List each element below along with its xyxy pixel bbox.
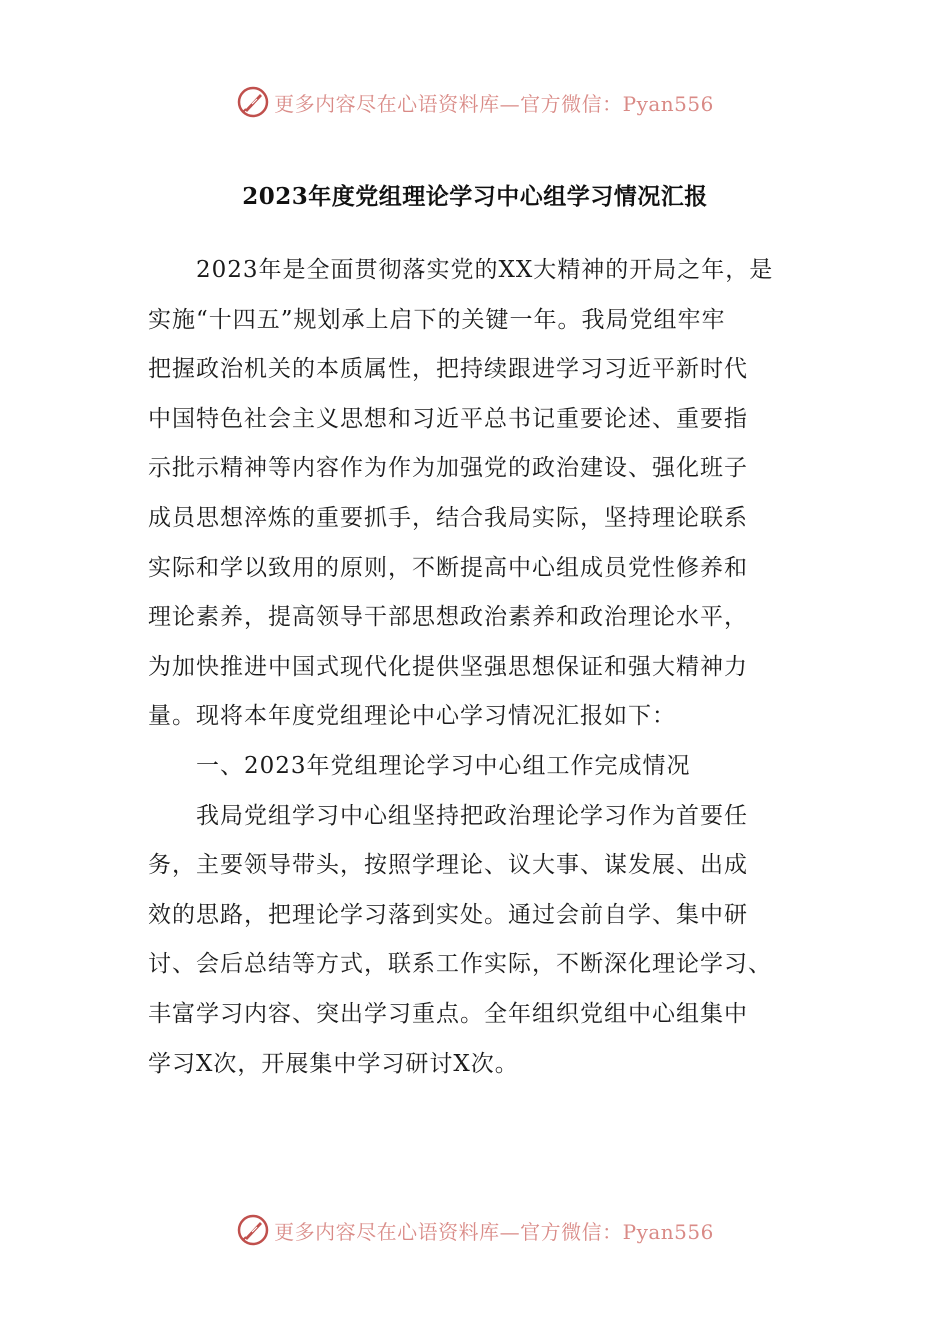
text-line: 实施“十四五”规划承上启下的关键一年。我局党组牢牢: [148, 306, 726, 333]
footer-watermark: [0, 1210, 950, 1250]
text-line: 成员思想淬炼的重要抓手，结合我局实际，坚持理论联系: [148, 504, 748, 531]
text-line: 量。现将本年度党组理论中心学习情况汇报如下：: [148, 703, 676, 730]
text-line: 学习X次，开展集中学习研讨X次。: [148, 1050, 519, 1077]
text-line: 为加快推进中国式现代化提供坚强思想保证和强大精神力: [148, 653, 748, 680]
text-line: 把握政治机关的本质属性，把持续跟进学习习近平新时代: [148, 356, 748, 383]
text-line: 讨、会后总结等方式，联系工作实际，不断深化理论学习、: [148, 951, 772, 978]
section-heading: 一、2023年党组理论学习中心组工作完成情况: [196, 752, 691, 779]
text-line: 丰富学习内容、突出学习重点。全年组织党组中心组集中: [148, 1000, 748, 1027]
text-line: 中国特色社会主义思想和习近平总书记重要论述、重要指: [148, 405, 748, 432]
watermark-text: 更多内容尽在心语资料库—官方微信：Pyan556: [274, 91, 714, 116]
text-line: 示批示精神等内容作为作为加强党的政治建设、强化班子: [148, 455, 748, 482]
text-line: 2023年是全面贯彻落实党的XX大精神的开局之年，是: [196, 257, 774, 283]
quill-logo-icon: [236, 1213, 270, 1247]
quill-logo-icon: [236, 85, 270, 119]
header-watermark: [0, 82, 950, 122]
document-title: 2023年度党组理论学习中心组学习情况汇报: [242, 183, 708, 210]
text-line: 务，主要领导带头，按照学理论、议大事、谋发展、出成: [148, 852, 748, 879]
text-line: 我局党组学习中心组坚持把政治理论学习作为首要任: [196, 802, 748, 829]
text-line: 理论素养，提高领导干部思想政治素养和政治理论水平，: [148, 604, 748, 631]
document-body: [148, 246, 808, 1089]
watermark-text: 更多内容尽在心语资料库—官方微信：Pyan556: [274, 1219, 714, 1244]
text-line: 效的思路，把理论学习落到实处。通过会前自学、集中研: [148, 901, 748, 928]
text-line: 实际和学以致用的原则，不断提高中心组成员党性修养和: [148, 554, 748, 581]
